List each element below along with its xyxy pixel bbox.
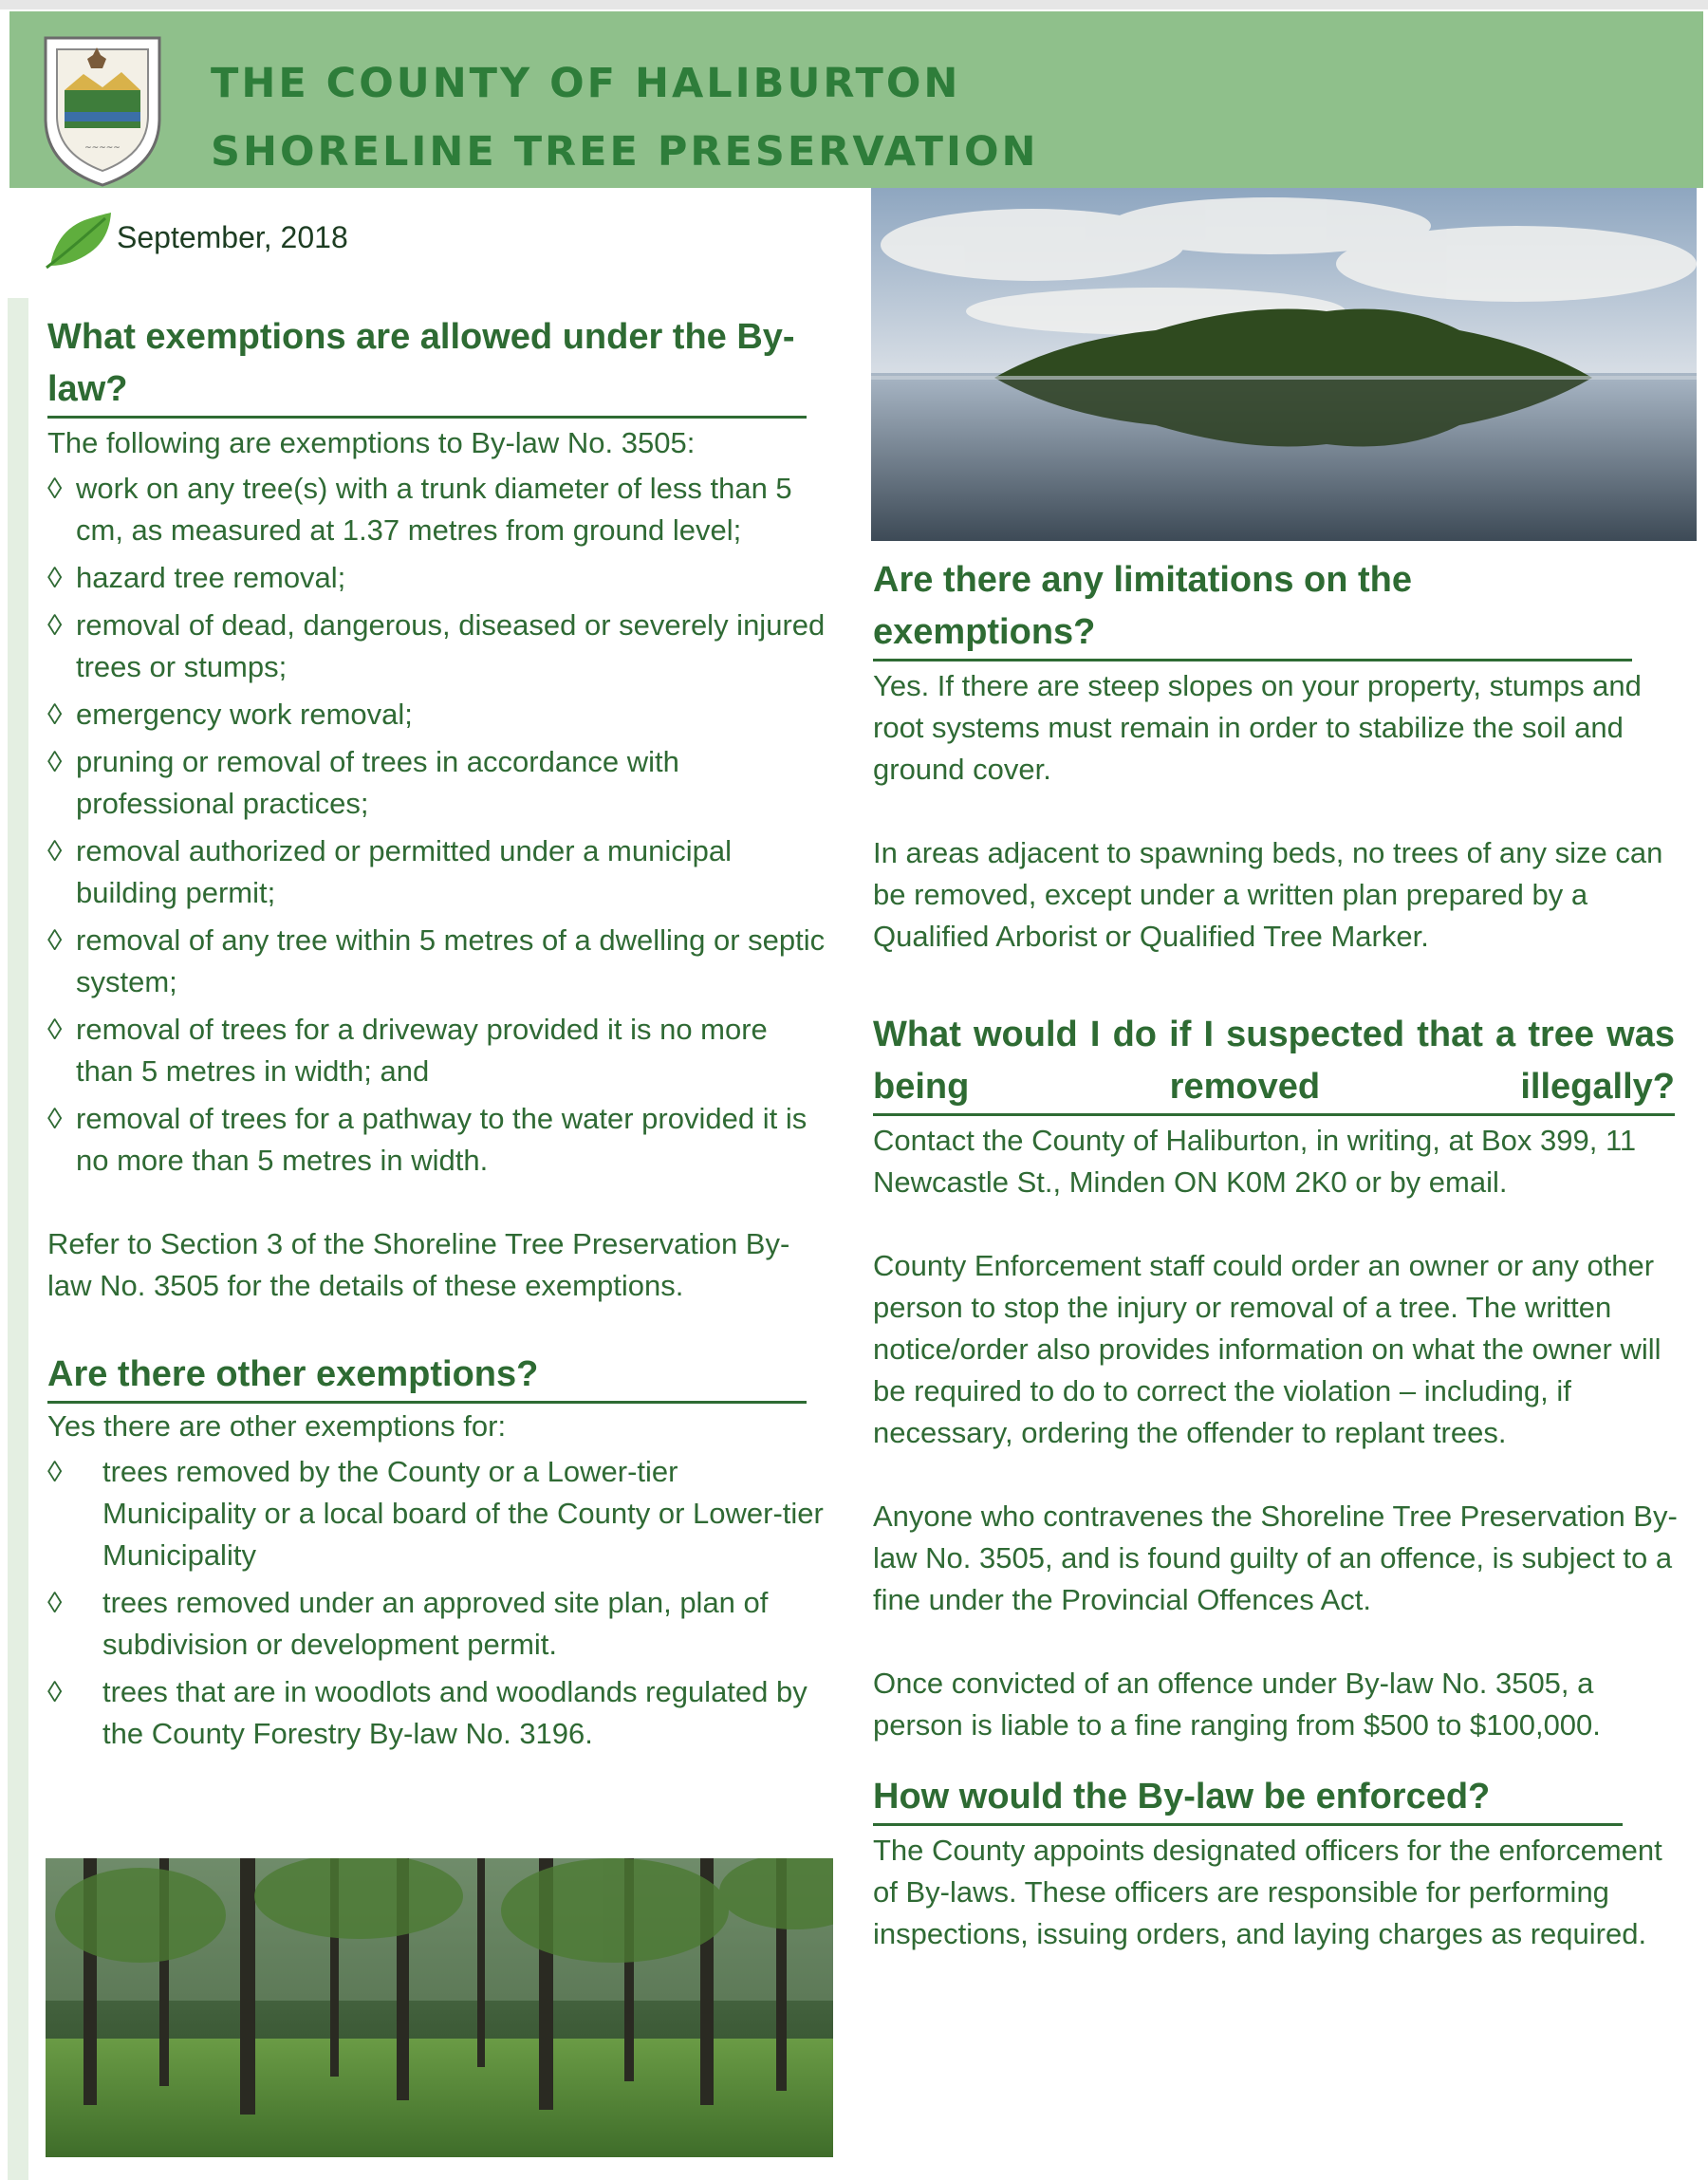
forest-photo — [46, 1858, 833, 2157]
title-line-1: THE COUNTY OF HALIBURTON — [211, 60, 961, 107]
limitations-para-2: In areas adjacent to spawning beds, no trees of any size can be removed, except under a written plan prepared by a Qualified Arborist or Qualified Tree Marker. — [873, 836, 1663, 953]
diamond-bullet-icon: ◊ — [47, 1102, 63, 1135]
diamond-bullet-icon: ◊ — [47, 1455, 63, 1488]
title-line-2: SHORELINE TREE PRESERVATION — [211, 128, 1039, 176]
exemptions-intro: The following are exemptions to By-law No. 3505: — [47, 426, 696, 459]
list-item: ◊ pruning or removal of trees in accordance with professional practices; — [47, 741, 826, 825]
diamond-bullet-icon: ◊ — [47, 1586, 63, 1619]
county-crest-icon — [36, 28, 169, 192]
exemptions-note: Refer to Section 3 of the Shoreline Tree Preservation By-law No. 3505 for the details of these exemptions. — [47, 1227, 790, 1302]
list-item: ◊ work on any tree(s) with a trunk diameter of less than 5 cm, as measured at 1.37 metres from ground level; — [47, 468, 826, 551]
lake-island-photo — [871, 188, 1697, 541]
list-item: ◊ removal of trees for a driveway provided it is no more than 5 metres in width; and — [47, 1009, 826, 1092]
issue-date: September, 2018 — [117, 220, 348, 254]
illegal-removal-para-1: Contact the County of Haliburton, in writing, at Box 399, 11 Newcastle St., Minden ON K0M 2K0 or by email. — [873, 1124, 1637, 1199]
list-item: ◊ removal authorized or permitted under a municipal building permit; — [47, 830, 826, 914]
list-item: ◊ hazard tree removal; — [47, 557, 826, 599]
diamond-bullet-icon: ◊ — [47, 1675, 63, 1708]
limitations-para-1: Yes. If there are steep slopes on your property, stumps and root systems must remain in order to stabilize the soil and ground cover. — [873, 669, 1642, 786]
left-column — [47, 311, 826, 1755]
list-item: ◊ trees that are in woodlots and woodlands regulated by the County Forestry By-law No. 3196. — [47, 1671, 826, 1755]
illegal-removal-para-4: Once convicted of an offence under By-law No. 3505, a person is liable to a fine ranging from $500 to $100,000. — [873, 1667, 1601, 1742]
diamond-bullet-icon: ◊ — [47, 923, 63, 957]
illegal-removal-para-3: Anyone who contravenes the Shoreline Tree Preservation By-law No. 3505, and is found guilty of an offence, is subject to a fine under the Provincial Offences Act. — [873, 1500, 1678, 1616]
diamond-bullet-icon: ◊ — [47, 745, 63, 778]
diamond-bullet-icon: ◊ — [47, 608, 63, 642]
list-item: ◊ trees removed under an approved site plan, plan of subdivision or development permit. — [47, 1582, 826, 1666]
top-border — [0, 0, 1708, 9]
banner-title — [211, 49, 1039, 186]
other-exemptions-heading: Are there other exemptions? — [47, 1349, 807, 1404]
list-item: ◊ removal of any tree within 5 metres of a dwelling or septic system; — [47, 920, 826, 1003]
other-exemptions-list — [47, 1451, 826, 1755]
list-item: ◊ removal of dead, dangerous, diseased or severely injured trees or stumps; — [47, 605, 826, 688]
enforcement-para-1: The County appoints designated officers for the enforcement of By-laws. These officers are responsible for performing inspections, issuing orders, and laying charges as required. — [873, 1834, 1662, 1950]
exemptions-list — [47, 468, 826, 1182]
diamond-bullet-icon: ◊ — [47, 698, 63, 731]
diamond-bullet-icon: ◊ — [47, 1013, 63, 1046]
diamond-bullet-icon: ◊ — [47, 472, 63, 505]
left-margin-bar — [8, 298, 28, 2180]
list-item: ◊ trees removed by the County or a Lower-tier Municipality or a local board of the County or Lower-tier Municipality — [47, 1451, 826, 1576]
diamond-bullet-icon: ◊ — [47, 834, 63, 867]
svg-text:~~~~~: ~~~~~ — [84, 143, 121, 153]
exemptions-heading: What exemptions are allowed under the By-law? — [47, 311, 807, 419]
header-banner — [9, 11, 1703, 188]
right-column — [873, 554, 1689, 1955]
illegal-removal-para-2: County Enforcement staff could order an owner or any other person to stop the injury or removal of a tree. The written notice/order also provides information on what the owner will be required to do to correct the violation – including, if necessary, ordering the offender to replant trees. — [873, 1249, 1662, 1449]
leaf-icon — [43, 211, 114, 270]
diamond-bullet-icon: ◊ — [47, 561, 63, 594]
other-exemptions-intro: Yes there are other exemptions for: — [47, 1409, 507, 1443]
enforcement-heading: How would the By-law be enforced? — [873, 1771, 1623, 1826]
list-item: ◊ removal of trees for a pathway to the water provided it is no more than 5 metres in width. — [47, 1098, 826, 1182]
illegal-removal-heading: What would I do if I suspected that a tree was being removed illegally? — [873, 1009, 1675, 1116]
list-item: ◊ emergency work removal; — [47, 694, 826, 736]
limitations-heading: Are there any limitations on the exemptions? — [873, 554, 1632, 661]
